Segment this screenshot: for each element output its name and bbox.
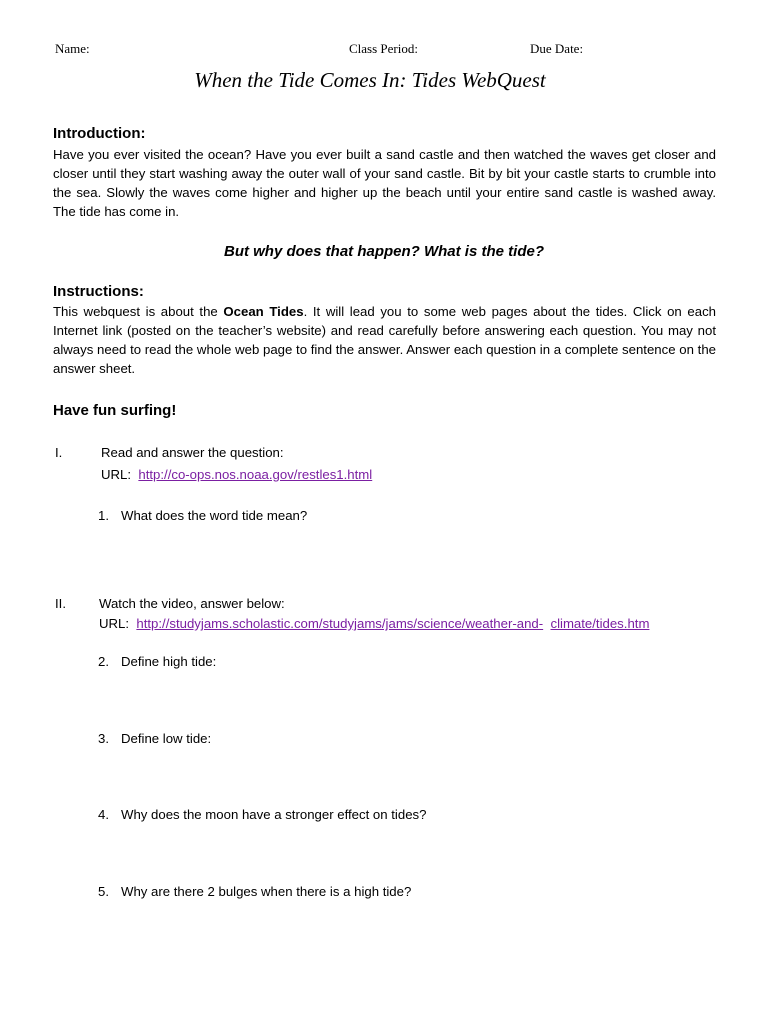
- question-text: Define high tide:: [121, 654, 217, 669]
- question-number: 5.: [98, 884, 109, 899]
- question-number: 1.: [98, 508, 109, 523]
- section-numeral: I.: [55, 445, 63, 460]
- section-url-row: [101, 467, 372, 482]
- studyjams-link-part1[interactable]: http://studyjams.scholastic.com/studyjams/jams/science/weather-and-: [136, 616, 544, 631]
- question-text: Why are there 2 bulges when there is a high tide?: [121, 884, 412, 899]
- key-question: But why does that happen? What is the tide?: [223, 243, 544, 260]
- question-text: What does the word tide mean?: [121, 508, 308, 523]
- section-numeral: II.: [55, 596, 66, 611]
- introduction-heading: Introduction:: [53, 125, 146, 142]
- introduction-text: Have you ever visited the ocean? Have you ever built a sand castle and then watched the waves get closer and closer until they start washing away the outer wall of your sand castle. Bit by bit your castle starts to crumble into the sea. Slowly the waves come higher and higher up the beach until your entire sand castle is washed away. The tide has come in.: [53, 147, 716, 219]
- question-number: 4.: [98, 807, 109, 822]
- url-label: URL:: [101, 467, 132, 482]
- section-url-row: [99, 616, 649, 631]
- url-label: URL:: [99, 616, 130, 631]
- have-fun-heading: Have fun surfing!: [53, 402, 177, 419]
- instructions-text-after: . It will lead you to some web pages about the tides. Click on each Internet link (posted on the teacher’s website) and read carefully before answering each question. You may not always need to read the whole web page to find the answer. Answer each question in a complete sentence on the answer sheet.: [53, 304, 716, 376]
- instructions-text-before: This webquest is about the: [53, 304, 224, 319]
- ocean-tides-term: Ocean Tides: [223, 304, 304, 319]
- name-label: Name:: [55, 41, 90, 56]
- question-number: 3.: [98, 731, 109, 746]
- question-number: 2.: [98, 654, 109, 669]
- section-instruction: Read and answer the question:: [101, 445, 284, 460]
- page-title: When the Tide Comes In: Tides WebQuest: [194, 68, 546, 92]
- noaa-tides-link[interactable]: http://co-ops.nos.noaa.gov/restles1.html: [138, 467, 373, 482]
- question-text: Why does the moon have a stronger effect on tides?: [121, 807, 427, 822]
- class-period-label: Class Period:: [349, 41, 418, 56]
- instructions-heading: Instructions:: [53, 283, 144, 300]
- question-text: Define low tide:: [121, 731, 212, 746]
- section-instruction: Watch the video, answer below:: [99, 596, 285, 611]
- due-date-label: Due Date:: [530, 41, 584, 56]
- studyjams-link-part2[interactable]: climate/tides.htm: [550, 616, 650, 631]
- instructions-text: [53, 302, 716, 378]
